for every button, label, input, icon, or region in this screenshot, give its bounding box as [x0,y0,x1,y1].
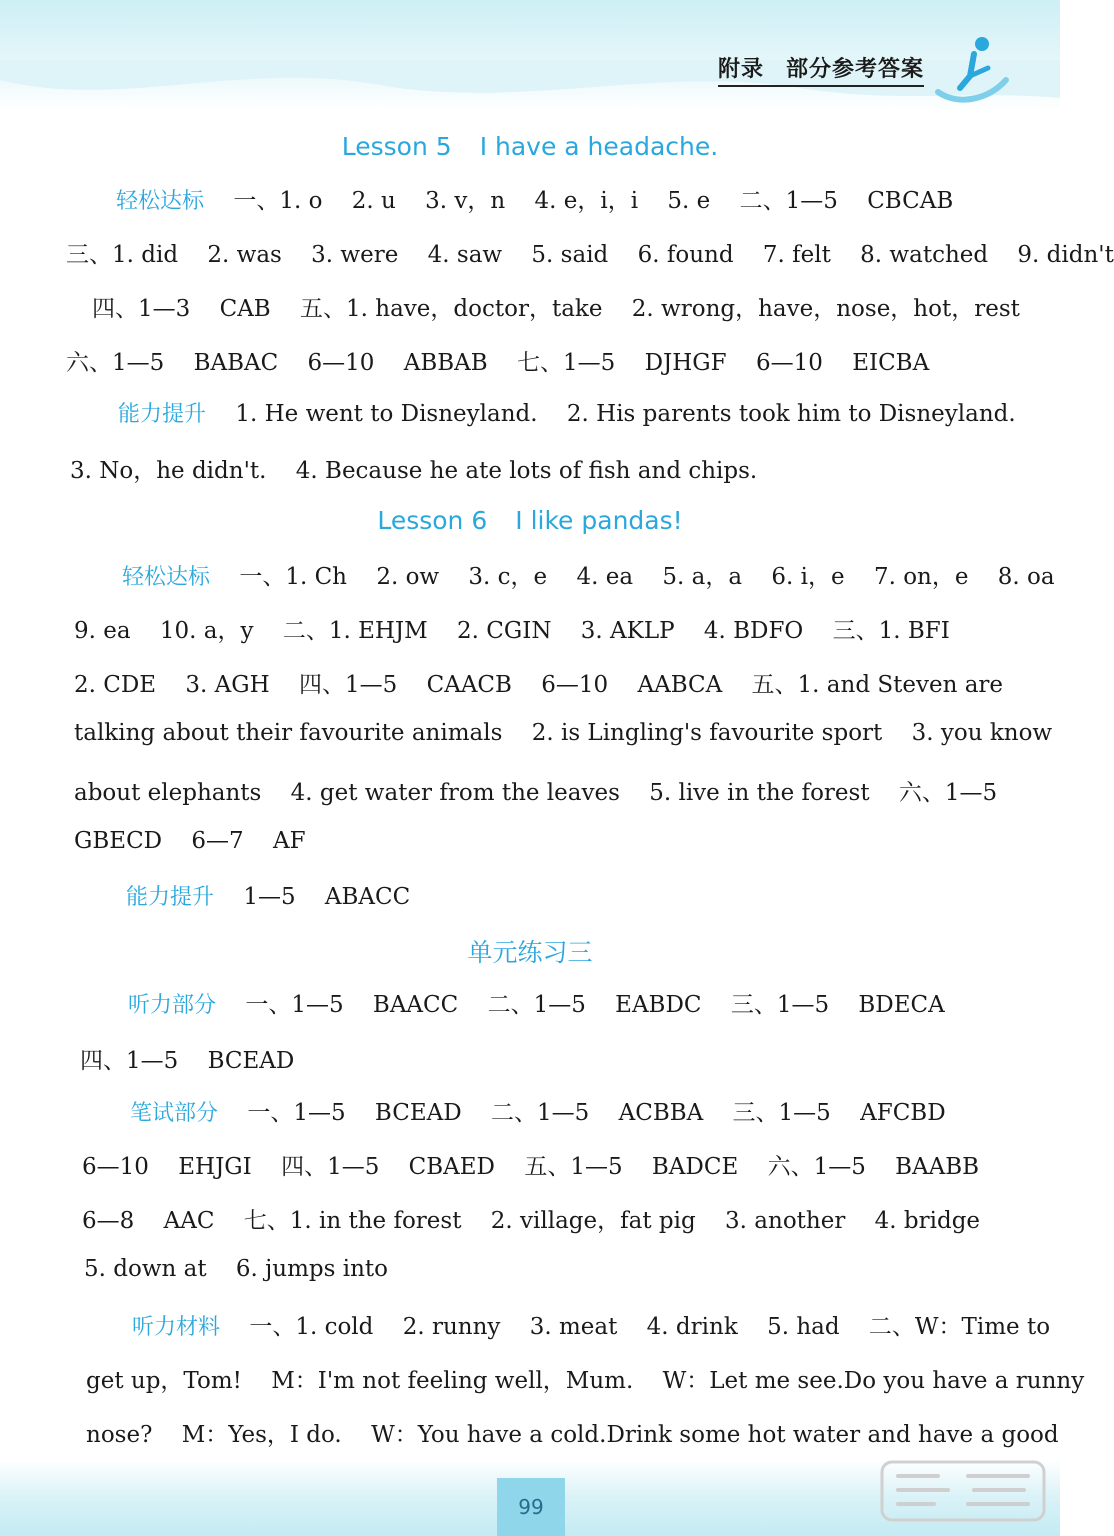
answer-item: 2. ow [376,564,440,590]
answer-item: 三、1. BFI [832,618,950,644]
page-number [497,1478,565,1536]
answer-item: AABCA [637,672,723,698]
answer-item: 四、1—3 [92,296,191,322]
lesson6-title [0,506,1060,535]
answer-item: BCEAD [374,1100,462,1126]
answer-item: 5. a，a [662,564,743,590]
answer-item: EHJGI [178,1154,252,1180]
answer-item: 4. e，i，i [534,188,639,214]
lesson5-name: I have a headache. [479,132,719,161]
answer-item: 二、1—5 [487,992,586,1018]
lesson6-line-5 [74,774,997,807]
answer-item: M：Yes，I do. [181,1422,342,1448]
answer-item: 3. c，e [468,564,548,590]
answer-item: BAACC [372,992,459,1018]
answer-item: BABAC [193,350,279,376]
answer-item: BAABB [895,1154,980,1180]
answer-item: 6—10 [307,350,375,376]
answer-item: 一、1—5 [247,1100,346,1126]
answer-item: CAB [219,296,271,322]
answer-item: ABBAB [403,350,488,376]
lesson6-line-2 [74,612,950,645]
lesson5-line-5 [118,397,1016,428]
answer-item: 四、1—5 [299,672,398,698]
lesson5-line-6 [70,452,757,485]
answer-item: ACBBA [618,1100,704,1126]
answer-item: 3. meat [529,1314,618,1340]
answer-item: 三、1. did [66,242,179,268]
category-easy: 轻松达标 [116,189,205,214]
answer-item: 3. another [725,1208,846,1234]
answer-item: 3. were [311,242,399,268]
lesson6-line-1 [122,558,1055,591]
answer-item: DJHGF [644,350,727,376]
unit3-line-6 [84,1256,388,1282]
answer-item: 3. No，he didn't. [70,458,267,484]
answer-item: 4. drink [646,1314,738,1340]
answer-item: 3. v，n [425,188,506,214]
header-appendix: 附录 [717,57,764,82]
answer-item: 10. a，y [159,618,254,644]
answer-item: 9. didn't [1017,242,1114,268]
answer-item: AF [273,828,306,854]
answer-item: 4. bridge [874,1208,981,1234]
answer-item: 六、1—5 [767,1154,866,1180]
answer-item: 3. AKLP [580,618,675,644]
answer-item: 6. i，e [771,564,845,590]
category-written: 笔试部分 [130,1101,219,1126]
answer-item: 3. AGH [185,672,270,698]
category-ability: 能力提升 [126,885,215,910]
lesson5-line-1 [116,182,953,215]
answer-item: 6—10 [755,350,823,376]
answer-item: 2. runny [402,1314,501,1340]
answer-item: 五、1—5 [524,1154,623,1180]
answer-item: 6—10 [541,672,609,698]
answer-item: 五、1. and Steven are [751,672,1004,698]
answer-item: EABDC [615,992,702,1018]
answer-item: 5. had [767,1314,840,1340]
lesson5-line-4 [66,344,929,377]
lesson6-line-7 [126,880,410,911]
unit3-name: 单元练习三 [467,938,593,967]
answer-item: 一、1. Ch [239,564,347,590]
answer-item: 3. you know [911,720,1053,746]
answer-item: GBECD [74,828,163,854]
answer-item: 4. Because he ate lots of fish and chips. [295,458,758,484]
answer-item: talking about their favourite animals [74,720,503,746]
answer-item: 6—10 [82,1154,149,1180]
unit3-title [0,933,1060,969]
answer-item: 2. CDE [74,672,157,698]
answer-item: CBAED [408,1154,495,1180]
answer-item: 6. found [637,242,734,268]
header-section: 部分参考答案 [785,57,924,82]
answer-item: BCEAD [207,1048,295,1074]
answer-item: 七、1. in the forest [243,1208,462,1234]
answer-item: 六、1—5 [898,780,998,806]
answer-item: 四、1—5 [281,1154,380,1180]
answer-item: 2. was [207,242,282,268]
answer-item: 二、W：Time to [868,1314,1051,1340]
answer-item: 一、1. cold [249,1314,374,1340]
unit3-line-2 [80,1042,294,1075]
answer-item: AFCBD [860,1100,946,1126]
answer-item: 2. is Lingling's favourite sport [531,720,883,746]
answer-item: 2. wrong，have，nose，hot，rest [631,296,1020,322]
answer-item: 2. u [351,188,396,214]
answer-item: CAACB [426,672,512,698]
unit3-line-9 [86,1416,1059,1449]
answer-item: 4. ea [576,564,634,590]
answer-item: 一、1. o [233,188,323,214]
answer-item: M：I'm not feeling well，Mum. [271,1368,634,1394]
answer-item: 9. ea [74,618,131,644]
answer-item: 8. watched [860,242,989,268]
answer-item: 一、1—5 [245,992,344,1018]
answer-item: BADCE [651,1154,739,1180]
answer-item: 4. get water from the leaves [290,780,620,806]
answer-item: CBCAB [867,188,954,214]
answer-item: 4. saw [427,242,503,268]
lesson5-number: Lesson 5 [341,132,452,161]
answer-item: BDECA [858,992,945,1018]
page-header [718,52,924,87]
lesson5-line-2 [66,236,1114,269]
answer-item: 2. CGIN [457,618,552,644]
answer-item: 二、1—5 [739,188,838,214]
answer-item: 二、1—5 [491,1100,590,1126]
answer-item: get up，Tom! [86,1368,242,1394]
answer-item: 5. said [531,242,609,268]
answer-item: 8. oa [997,564,1055,590]
category-listening-material: 听力材料 [132,1315,221,1340]
category-listening: 听力部分 [128,993,217,1018]
answer-item: 2. His parents took him to Disneyland. [566,401,1016,427]
answer-item: 1. He went to Disneyland. [235,401,538,427]
lesson6-line-3 [74,666,1003,699]
unit3-line-7 [132,1308,1050,1341]
unit3-line-4 [82,1148,979,1181]
answer-item: 1—5 [243,884,296,910]
watermark-icon [878,1456,1048,1526]
unit3-line-8 [86,1362,1084,1395]
answer-item: 6—7 [191,828,244,854]
answer-item: 三、1—5 [730,992,830,1018]
answer-item: 四、1—5 [80,1048,179,1074]
answer-item: 六、1—5 [66,350,165,376]
lesson5-line-3 [92,290,1020,323]
answer-item: 5. down at [84,1256,207,1282]
answer-item: 6—8 [82,1208,135,1234]
lesson5-title [0,132,1060,161]
answer-item: AAC [163,1208,215,1234]
category-ability: 能力提升 [118,402,207,427]
page-number-text: 99 [518,1495,544,1519]
answer-item: 7. on，e [873,564,969,590]
lesson6-number: Lesson 6 [377,506,488,535]
category-easy: 轻松达标 [122,565,211,590]
unit3-line-3 [130,1094,946,1127]
answer-item: 4. BDFO [703,618,804,644]
answer-item: 6. jumps into [235,1256,389,1282]
answer-item: 二、1. EHJM [282,618,428,644]
answer-item: 5. live in the forest [649,780,870,806]
answer-item: 五、1. have，doctor，take [300,296,603,322]
answer-item: 5. e [667,188,711,214]
answer-item: ABACC [324,884,411,910]
answer-item: W：Let me see.Do you have a runny [662,1368,1085,1394]
unit3-line-5 [82,1202,980,1235]
lesson6-line-6 [74,828,306,854]
answer-item: W：You have a cold.Drink some hot water and have a good [371,1422,1059,1448]
answer-item: 三、1—5 [732,1100,831,1126]
answer-item: EICBA [852,350,930,376]
answer-item: 七、1—5 [517,350,616,376]
lesson6-name: I like pandas! [515,506,683,535]
answer-item: about elephants [74,780,262,806]
answer-item: nose? [86,1422,153,1448]
unit3-line-1 [128,986,945,1019]
lesson6-line-4 [74,720,1052,746]
answer-item: 2. village，fat pig [490,1208,696,1234]
answer-item: 7. felt [762,242,831,268]
skier-logo-icon [930,30,1010,110]
